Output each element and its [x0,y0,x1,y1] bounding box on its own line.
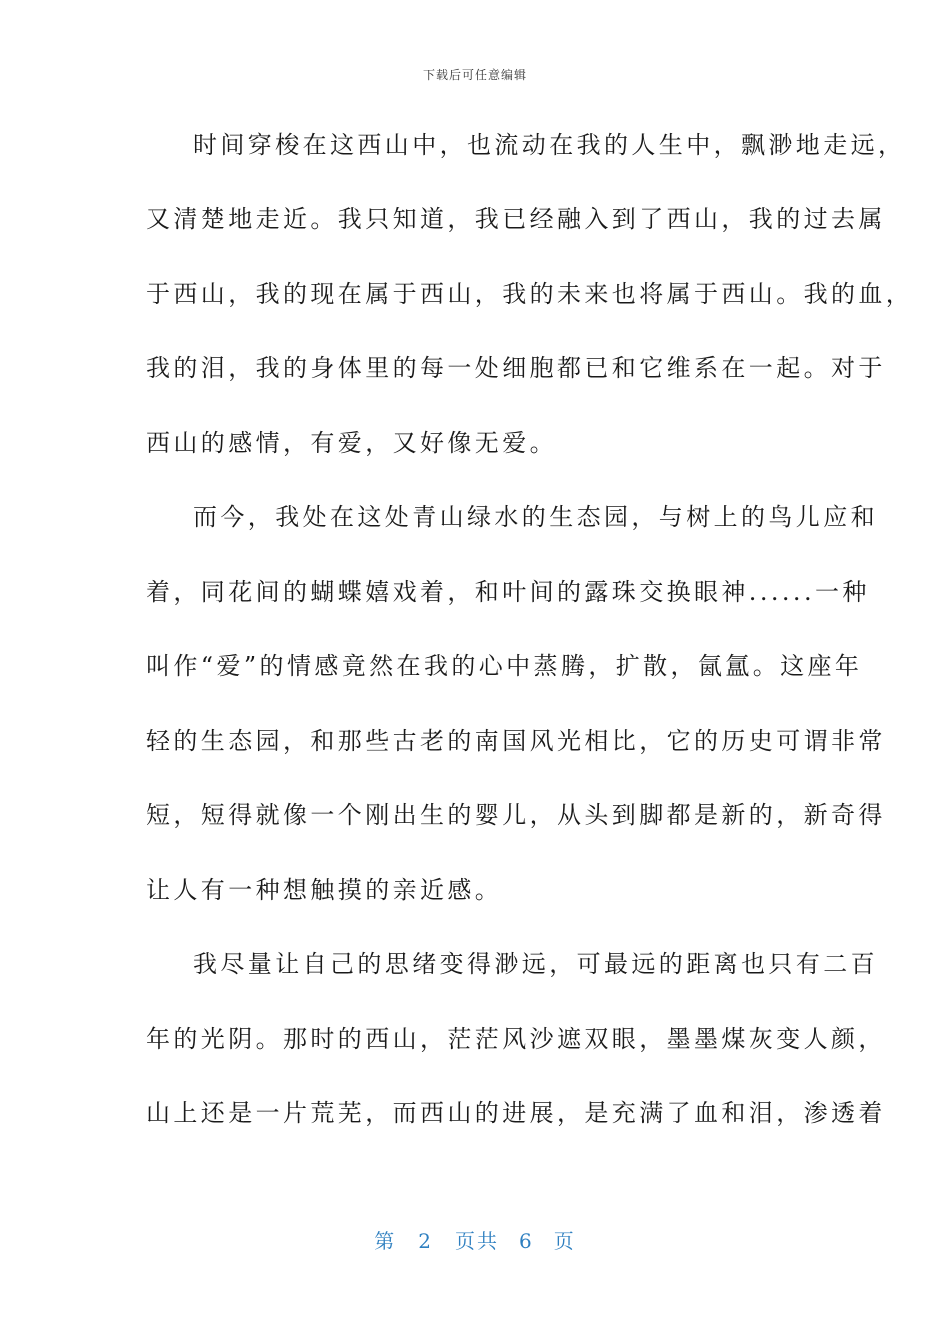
paragraph-1-line-1: 时间穿梭在这西山中，也流动在我的人生中，飘渺地走远， [193,131,906,159]
footer-middle: 页共 [455,1229,499,1253]
paragraph-3-line-1: 我尽量让自己的思绪变得渺远，可最远的距离也只有二百 [193,950,878,978]
footer-prefix: 第 [374,1229,397,1253]
paragraph-2-line-6: 让人有一种想触摸的亲近感。 [146,876,503,904]
paragraph-2-line-5: 短，短得就像一个刚出生的婴儿，从头到脚都是新的，新奇得 [146,801,886,829]
paragraph-1-line-3: 于西山，我的现在属于西山，我的未来也将属于西山。我的血， [146,280,914,308]
paragraph-2-line-4: 轻的生态园，和那些古老的南国风光相比，它的历史可谓非常 [146,727,886,755]
paragraph-2-line-3: 叫作“爱”的情感竟然在我的心中蒸腾，扩散，氤氲。这座年 [146,652,863,680]
footer-suffix: 页 [553,1229,576,1253]
paragraph-1-line-2: 又清楚地走近。我只知道，我已经融入到了西山，我的过去属 [146,205,886,233]
paragraph-2-line-1: 而今，我处在这处青山绿水的生态园，与树上的鸟儿应和 [193,503,878,531]
paragraph-2-line-2: 着，同花间的蝴蝶嬉戏着，和叶间的露珠交换眼神......一种 [146,578,870,606]
page-header: 下载后可任意编辑 [422,68,527,82]
page-footer [0,1225,950,1254]
paragraph-1-line-4: 我的泪，我的身体里的每一处细胞都已和它维系在一起。对于 [146,354,886,382]
paragraph-1-line-5: 西山的感情，有爱，又好像无爱。 [146,429,557,457]
paragraph-3-line-3: 山上还是一片荒芜，而西山的进展，是充满了血和泪，渗透着 [146,1099,886,1127]
paragraph-3-line-2: 年的光阴。那时的西山，茫茫风沙遮双眼，墨墨煤灰变人颜， [146,1025,886,1053]
footer-current-page: 2 [418,1229,433,1253]
footer-total-pages: 6 [519,1229,534,1253]
